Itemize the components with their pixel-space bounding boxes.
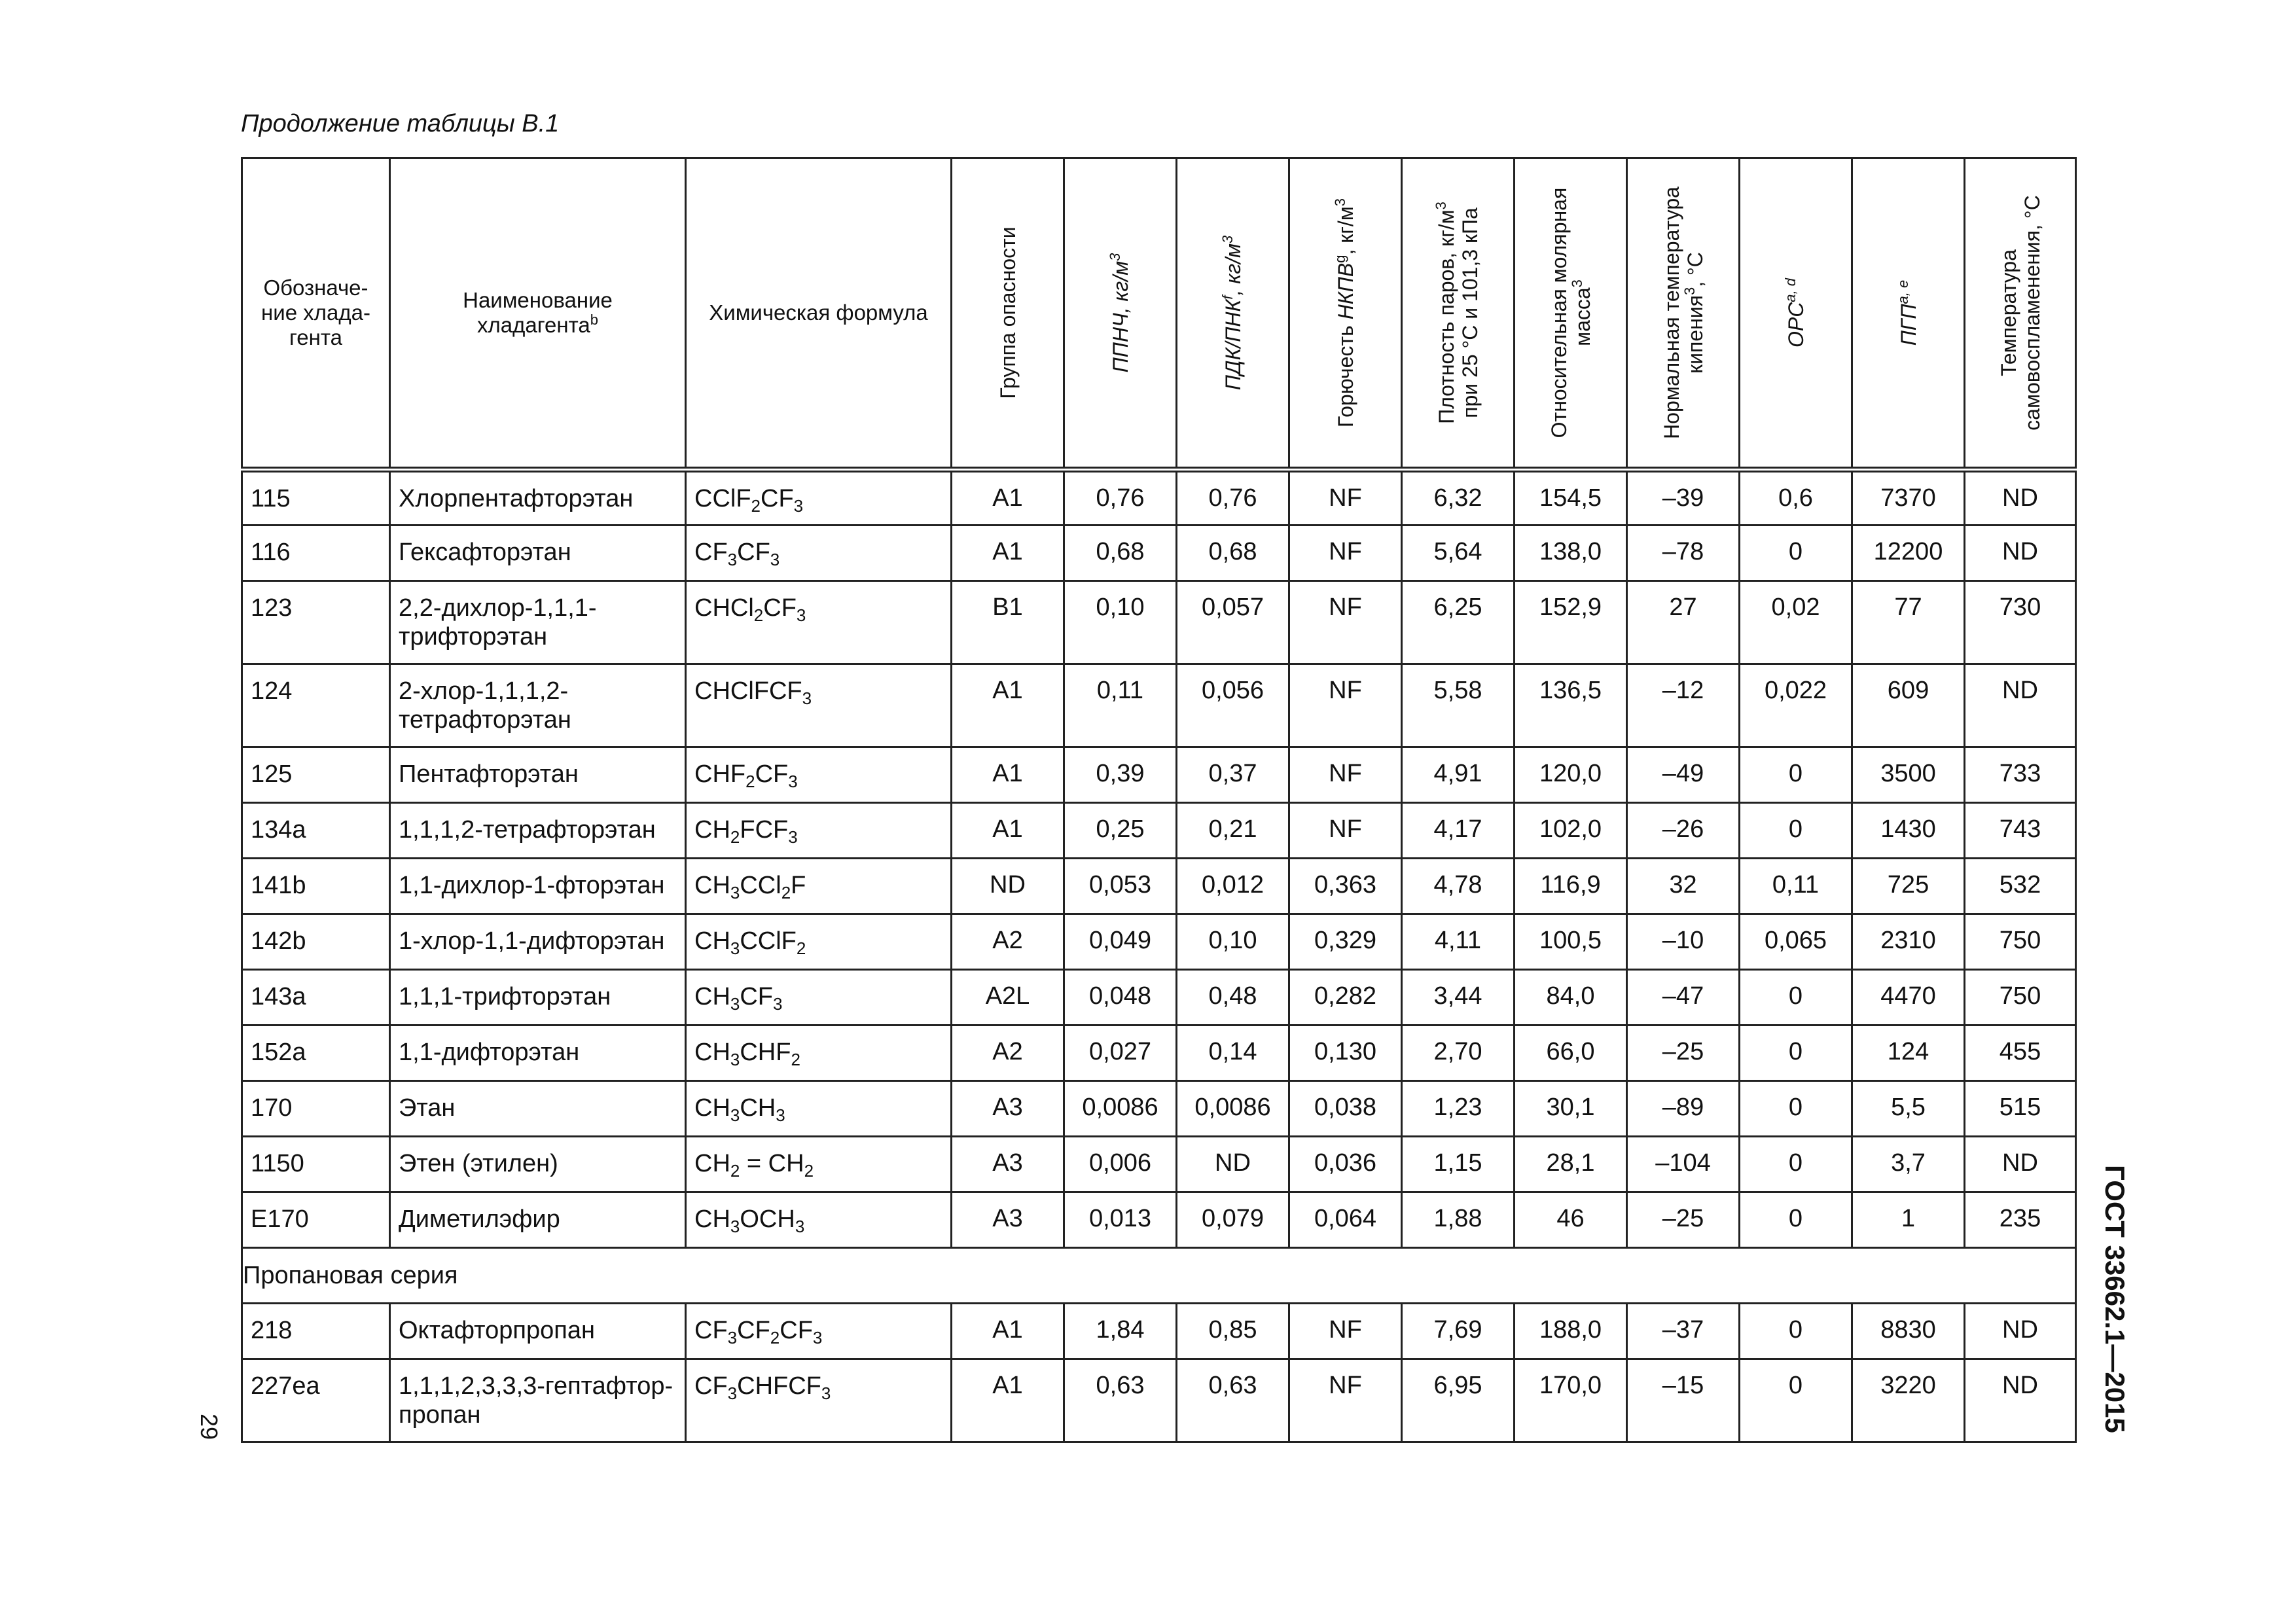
cell-pdk: 0,21 bbox=[1177, 803, 1289, 859]
cell-designation: 218 bbox=[242, 1304, 390, 1359]
cell-ignition-temp: 515 bbox=[1965, 1081, 2076, 1137]
cell-ignition-temp: 733 bbox=[1965, 747, 2076, 803]
header-odp: ОРС$^{a, d}$ bbox=[1740, 158, 1852, 470]
cell-ignition-temp: 750 bbox=[1965, 970, 2076, 1026]
cell-designation: 134a bbox=[242, 803, 390, 859]
cell-odp: 0 bbox=[1740, 970, 1852, 1026]
cell-flammability: 0,130 bbox=[1289, 1026, 1402, 1081]
cell-hazard-group: A3 bbox=[952, 1081, 1064, 1137]
cell-designation: 142b bbox=[242, 914, 390, 970]
cell-name: Хлорпентафторэтан bbox=[390, 470, 686, 526]
cell-molar-mass: 28,1 bbox=[1515, 1137, 1627, 1192]
cell-name: Этан bbox=[390, 1081, 686, 1137]
cell-odp: 0,02 bbox=[1740, 581, 1852, 664]
cell-molar-mass: 116,9 bbox=[1515, 859, 1627, 914]
cell-pdk: 0,48 bbox=[1177, 970, 1289, 1026]
cell-flammability: NF bbox=[1289, 581, 1402, 664]
cell-hazard-group: A2 bbox=[952, 914, 1064, 970]
cell-odp: 0 bbox=[1740, 803, 1852, 859]
cell-pdk: 0,056 bbox=[1177, 664, 1289, 747]
cell-formula: $CF_3CF_2CF_3$ bbox=[686, 1304, 952, 1359]
table-row bbox=[242, 581, 2076, 664]
cell-molar-mass: 138,0 bbox=[1515, 526, 1627, 581]
cell-name: Пентафторэтан bbox=[390, 747, 686, 803]
cell-hazard-group: A1 bbox=[952, 747, 1064, 803]
cell-lfl: 0,39 bbox=[1064, 747, 1177, 803]
cell-ignition-temp: ND bbox=[1965, 1359, 2076, 1442]
cell-formula: $CH_3CCl_2F$ bbox=[686, 859, 952, 914]
cell-pdk: 0,37 bbox=[1177, 747, 1289, 803]
header-designation: Обозначе-ние хлада-гента bbox=[242, 158, 390, 470]
cell-ignition-temp: 235 bbox=[1965, 1192, 2076, 1248]
cell-boiling-point: 32 bbox=[1627, 859, 1740, 914]
cell-boiling-point: –12 bbox=[1627, 664, 1740, 747]
cell-pdk: 0,079 bbox=[1177, 1192, 1289, 1248]
cell-name: 1,1,1-трифторэтан bbox=[390, 970, 686, 1026]
cell-designation: 170 bbox=[242, 1081, 390, 1137]
cell-hazard-group: A1 bbox=[952, 803, 1064, 859]
cell-formula: $CH_3CF_3$ bbox=[686, 970, 952, 1026]
cell-pdk: 0,012 bbox=[1177, 859, 1289, 914]
cell-formula: $CH_2 = CH_2$ bbox=[686, 1137, 952, 1192]
cell-boiling-point: –10 bbox=[1627, 914, 1740, 970]
table-row bbox=[242, 1192, 2076, 1248]
table-row bbox=[242, 1026, 2076, 1081]
cell-molar-mass: 136,5 bbox=[1515, 664, 1627, 747]
cell-vapor-density: 5,64 bbox=[1402, 526, 1515, 581]
cell-ignition-temp: ND bbox=[1965, 1304, 2076, 1359]
cell-pdk: 0,057 bbox=[1177, 581, 1289, 664]
cell-lfl: 0,76 bbox=[1064, 470, 1177, 526]
cell-lfl: 0,027 bbox=[1064, 1026, 1177, 1081]
table-row bbox=[242, 1359, 2076, 1442]
cell-boiling-point: –25 bbox=[1627, 1192, 1740, 1248]
cell-formula: $CH_3OCH_3$ bbox=[686, 1192, 952, 1248]
cell-hazard-group: A3 bbox=[952, 1192, 1064, 1248]
cell-gwp: 1430 bbox=[1852, 803, 1965, 859]
cell-flammability: 0,363 bbox=[1289, 859, 1402, 914]
cell-odp: 0 bbox=[1740, 1026, 1852, 1081]
cell-flammability: 0,329 bbox=[1289, 914, 1402, 970]
cell-vapor-density: 6,25 bbox=[1402, 581, 1515, 664]
cell-name: 2-хлор-1,1,1,2-тетрафторэтан bbox=[390, 664, 686, 747]
cell-boiling-point: –104 bbox=[1627, 1137, 1740, 1192]
cell-vapor-density: 4,17 bbox=[1402, 803, 1515, 859]
cell-name: 1,1,1,2,3,3,3-гептафтор-пропан bbox=[390, 1359, 686, 1442]
cell-gwp: 5,5 bbox=[1852, 1081, 1965, 1137]
cell-odp: 0,6 bbox=[1740, 470, 1852, 526]
cell-hazard-group: A1 bbox=[952, 470, 1064, 526]
cell-molar-mass: 170,0 bbox=[1515, 1359, 1627, 1442]
header-name: Наименование хладагента$^b$ bbox=[390, 158, 686, 470]
cell-flammability: NF bbox=[1289, 747, 1402, 803]
cell-formula: CHClFCF$_3$ bbox=[686, 664, 952, 747]
cell-formula: $CH_3CHF_2$ bbox=[686, 1026, 952, 1081]
header-lfl: ППНЧ, $кг/м^3$ bbox=[1064, 158, 1177, 470]
table-row bbox=[242, 747, 2076, 803]
header-flammability: Горючесть НКПВ$^g$, $кг/м^3$ bbox=[1289, 158, 1402, 470]
cell-designation: 125 bbox=[242, 747, 390, 803]
table-row bbox=[242, 526, 2076, 581]
cell-flammability: NF bbox=[1289, 470, 1402, 526]
cell-molar-mass: 30,1 bbox=[1515, 1081, 1627, 1137]
cell-lfl: 0,053 bbox=[1064, 859, 1177, 914]
table-row bbox=[242, 1137, 2076, 1192]
cell-flammability: 0,282 bbox=[1289, 970, 1402, 1026]
cell-flammability: 0,038 bbox=[1289, 1081, 1402, 1137]
cell-molar-mass: 100,5 bbox=[1515, 914, 1627, 970]
cell-lfl: 1,84 bbox=[1064, 1304, 1177, 1359]
cell-lfl: 0,25 bbox=[1064, 803, 1177, 859]
cell-lfl: 0,006 bbox=[1064, 1137, 1177, 1192]
cell-name: 1-хлор-1,1-дифторэтан bbox=[390, 914, 686, 970]
cell-ignition-temp: 532 bbox=[1965, 859, 2076, 914]
cell-hazard-group: A2L bbox=[952, 970, 1064, 1026]
cell-gwp: 4470 bbox=[1852, 970, 1965, 1026]
cell-ignition-temp: 743 bbox=[1965, 803, 2076, 859]
cell-molar-mass: 154,5 bbox=[1515, 470, 1627, 526]
cell-lfl: 0,10 bbox=[1064, 581, 1177, 664]
cell-ignition-temp: 750 bbox=[1965, 914, 2076, 970]
cell-molar-mass: 188,0 bbox=[1515, 1304, 1627, 1359]
header-gwp: ПГП$^{a, e}$ bbox=[1852, 158, 1965, 470]
cell-vapor-density: 4,11 bbox=[1402, 914, 1515, 970]
cell-boiling-point: –25 bbox=[1627, 1026, 1740, 1081]
table-row bbox=[242, 970, 2076, 1026]
cell-lfl: 0,63 bbox=[1064, 1359, 1177, 1442]
cell-boiling-point: –39 bbox=[1627, 470, 1740, 526]
cell-flammability: NF bbox=[1289, 803, 1402, 859]
cell-vapor-density: 3,44 bbox=[1402, 970, 1515, 1026]
cell-ignition-temp: 455 bbox=[1965, 1026, 2076, 1081]
cell-hazard-group: A2 bbox=[952, 1026, 1064, 1081]
cell-gwp: 12200 bbox=[1852, 526, 1965, 581]
cell-name: 1,1,1,2-тетрафторэтан bbox=[390, 803, 686, 859]
cell-name: Гексафторэтан bbox=[390, 526, 686, 581]
table-row bbox=[242, 470, 2076, 526]
cell-boiling-point: –47 bbox=[1627, 970, 1740, 1026]
cell-odp: 0 bbox=[1740, 1192, 1852, 1248]
cell-designation: 1150 bbox=[242, 1137, 390, 1192]
cell-pdk: 0,68 bbox=[1177, 526, 1289, 581]
cell-odp: 0,11 bbox=[1740, 859, 1852, 914]
cell-designation: 143a bbox=[242, 970, 390, 1026]
cell-vapor-density: 7,69 bbox=[1402, 1304, 1515, 1359]
cell-gwp: 8830 bbox=[1852, 1304, 1965, 1359]
cell-vapor-density: 1,15 bbox=[1402, 1137, 1515, 1192]
cell-name: 2,2-дихлор-1,1,1-трифторэтан bbox=[390, 581, 686, 664]
cell-gwp: 3220 bbox=[1852, 1359, 1965, 1442]
cell-hazard-group: A1 bbox=[952, 664, 1064, 747]
cell-gwp: 124 bbox=[1852, 1026, 1965, 1081]
cell-odp: 0 bbox=[1740, 1359, 1852, 1442]
header-boiling-point: Нормальная температура кипения$^3$, °С bbox=[1627, 158, 1740, 470]
cell-vapor-density: 5,58 bbox=[1402, 664, 1515, 747]
cell-pdk: 0,14 bbox=[1177, 1026, 1289, 1081]
cell-pdk: 0,76 bbox=[1177, 470, 1289, 526]
cell-ignition-temp: 730 bbox=[1965, 581, 2076, 664]
cell-odp: 0 bbox=[1740, 1137, 1852, 1192]
cell-boiling-point: –49 bbox=[1627, 747, 1740, 803]
cell-gwp: 609 bbox=[1852, 664, 1965, 747]
section-title: Пропановая серия bbox=[242, 1248, 2076, 1304]
cell-hazard-group: A1 bbox=[952, 1304, 1064, 1359]
cell-gwp: 725 bbox=[1852, 859, 1965, 914]
cell-formula: $CF_3CF_3$ bbox=[686, 526, 952, 581]
cell-molar-mass: 120,0 bbox=[1515, 747, 1627, 803]
cell-hazard-group: ND bbox=[952, 859, 1064, 914]
cell-boiling-point: –37 bbox=[1627, 1304, 1740, 1359]
cell-hazard-group: A1 bbox=[952, 1359, 1064, 1442]
cell-flammability: NF bbox=[1289, 1359, 1402, 1442]
header-vapor-density: Плотность паров, $кг/м^3$ при 25 °С и 101,3 кПа bbox=[1402, 158, 1515, 470]
cell-molar-mass: 102,0 bbox=[1515, 803, 1627, 859]
cell-boiling-point: –15 bbox=[1627, 1359, 1740, 1442]
cell-molar-mass: 66,0 bbox=[1515, 1026, 1627, 1081]
cell-odp: 0,065 bbox=[1740, 914, 1852, 970]
cell-gwp: 3500 bbox=[1852, 747, 1965, 803]
cell-designation: 141b bbox=[242, 859, 390, 914]
cell-ignition-temp: ND bbox=[1965, 1137, 2076, 1192]
cell-name: Этен (этилен) bbox=[390, 1137, 686, 1192]
cell-pdk: 0,0086 bbox=[1177, 1081, 1289, 1137]
cell-odp: 0 bbox=[1740, 1304, 1852, 1359]
cell-gwp: 1 bbox=[1852, 1192, 1965, 1248]
cell-hazard-group: A3 bbox=[952, 1137, 1064, 1192]
cell-molar-mass: 84,0 bbox=[1515, 970, 1627, 1026]
cell-lfl: 0,048 bbox=[1064, 970, 1177, 1026]
cell-molar-mass: 152,9 bbox=[1515, 581, 1627, 664]
cell-gwp: 2310 bbox=[1852, 914, 1965, 970]
cell-designation: 123 bbox=[242, 581, 390, 664]
table-row bbox=[242, 803, 2076, 859]
cell-flammability: 0,064 bbox=[1289, 1192, 1402, 1248]
cell-formula: $CF_3CHFCF_3$ bbox=[686, 1359, 952, 1442]
cell-vapor-density: 2,70 bbox=[1402, 1026, 1515, 1081]
cell-name: Октафторпропан bbox=[390, 1304, 686, 1359]
cell-gwp: 77 bbox=[1852, 581, 1965, 664]
cell-lfl: 0,0086 bbox=[1064, 1081, 1177, 1137]
cell-ignition-temp: ND bbox=[1965, 470, 2076, 526]
cell-designation: 227ea bbox=[242, 1359, 390, 1442]
header-pdk: ПДК/ПНК$^f$, $кг/м^3$ bbox=[1177, 158, 1289, 470]
cell-designation: E170 bbox=[242, 1192, 390, 1248]
cell-vapor-density: 4,91 bbox=[1402, 747, 1515, 803]
cell-flammability: NF bbox=[1289, 1304, 1402, 1359]
cell-ignition-temp: ND bbox=[1965, 664, 2076, 747]
cell-designation: 124 bbox=[242, 664, 390, 747]
cell-boiling-point: –78 bbox=[1627, 526, 1740, 581]
cell-vapor-density: 6,95 bbox=[1402, 1359, 1515, 1442]
document-code: ГОСТ 33662.1—2015 bbox=[2100, 1165, 2130, 1433]
cell-boiling-point: 27 bbox=[1627, 581, 1740, 664]
cell-designation: 115 bbox=[242, 470, 390, 526]
cell-formula: $CHCl_2CF_3$ bbox=[686, 581, 952, 664]
cell-ignition-temp: ND bbox=[1965, 526, 2076, 581]
cell-lfl: 0,013 bbox=[1064, 1192, 1177, 1248]
cell-boiling-point: –26 bbox=[1627, 803, 1740, 859]
cell-vapor-density: 1,23 bbox=[1402, 1081, 1515, 1137]
cell-molar-mass: 46 bbox=[1515, 1192, 1627, 1248]
header-ignition: Температура самовоспламенения, °С bbox=[1965, 158, 2076, 470]
cell-odp: 0 bbox=[1740, 1081, 1852, 1137]
section-row bbox=[242, 1248, 2076, 1304]
cell-formula: $CClF_2CF_3$ bbox=[686, 470, 952, 526]
cell-odp: 0 bbox=[1740, 747, 1852, 803]
cell-pdk: ND bbox=[1177, 1137, 1289, 1192]
cell-name: 1,1-дифторэтан bbox=[390, 1026, 686, 1081]
cell-hazard-group: A1 bbox=[952, 526, 1064, 581]
cell-formula: $CH_2FCF_3$ bbox=[686, 803, 952, 859]
cell-name: 1,1-дихлор-1-фторэтан bbox=[390, 859, 686, 914]
header-molar-mass: Относительная молярная масса$^3$ bbox=[1515, 158, 1627, 470]
cell-hazard-group: B1 bbox=[952, 581, 1064, 664]
cell-pdk: 0,85 bbox=[1177, 1304, 1289, 1359]
table-row bbox=[242, 664, 2076, 747]
table-row bbox=[242, 1081, 2076, 1137]
cell-vapor-density: 6,32 bbox=[1402, 470, 1515, 526]
cell-odp: 0,022 bbox=[1740, 664, 1852, 747]
cell-flammability: NF bbox=[1289, 526, 1402, 581]
cell-flammability: 0,036 bbox=[1289, 1137, 1402, 1192]
cell-gwp: 3,7 bbox=[1852, 1137, 1965, 1192]
table-caption: Продолжение таблицы В.1 bbox=[241, 110, 560, 137]
cell-odp: 0 bbox=[1740, 526, 1852, 581]
cell-vapor-density: 4,78 bbox=[1402, 859, 1515, 914]
cell-formula: $CH_3CClF_2$ bbox=[686, 914, 952, 970]
page-number: 29 bbox=[196, 1414, 223, 1440]
cell-lfl: 0,11 bbox=[1064, 664, 1177, 747]
refrigerant-table bbox=[241, 157, 2077, 1443]
cell-name: Диметилэфир bbox=[390, 1192, 686, 1248]
cell-pdk: 0,63 bbox=[1177, 1359, 1289, 1442]
cell-pdk: 0,10 bbox=[1177, 914, 1289, 970]
table-row bbox=[242, 1304, 2076, 1359]
cell-gwp: 7370 bbox=[1852, 470, 1965, 526]
cell-flammability: NF bbox=[1289, 664, 1402, 747]
header-formula: Химическая формула bbox=[686, 158, 952, 470]
cell-designation: 116 bbox=[242, 526, 390, 581]
table-row bbox=[242, 859, 2076, 914]
cell-vapor-density: 1,88 bbox=[1402, 1192, 1515, 1248]
table-row bbox=[242, 914, 2076, 970]
cell-formula: $CH_3CH_3$ bbox=[686, 1081, 952, 1137]
cell-designation: 152a bbox=[242, 1026, 390, 1081]
cell-lfl: 0,049 bbox=[1064, 914, 1177, 970]
cell-lfl: 0,68 bbox=[1064, 526, 1177, 581]
cell-boiling-point: –89 bbox=[1627, 1081, 1740, 1137]
header-hazard-group: Группа опасности bbox=[952, 158, 1064, 470]
cell-formula: $CHF_2CF_3$ bbox=[686, 747, 952, 803]
